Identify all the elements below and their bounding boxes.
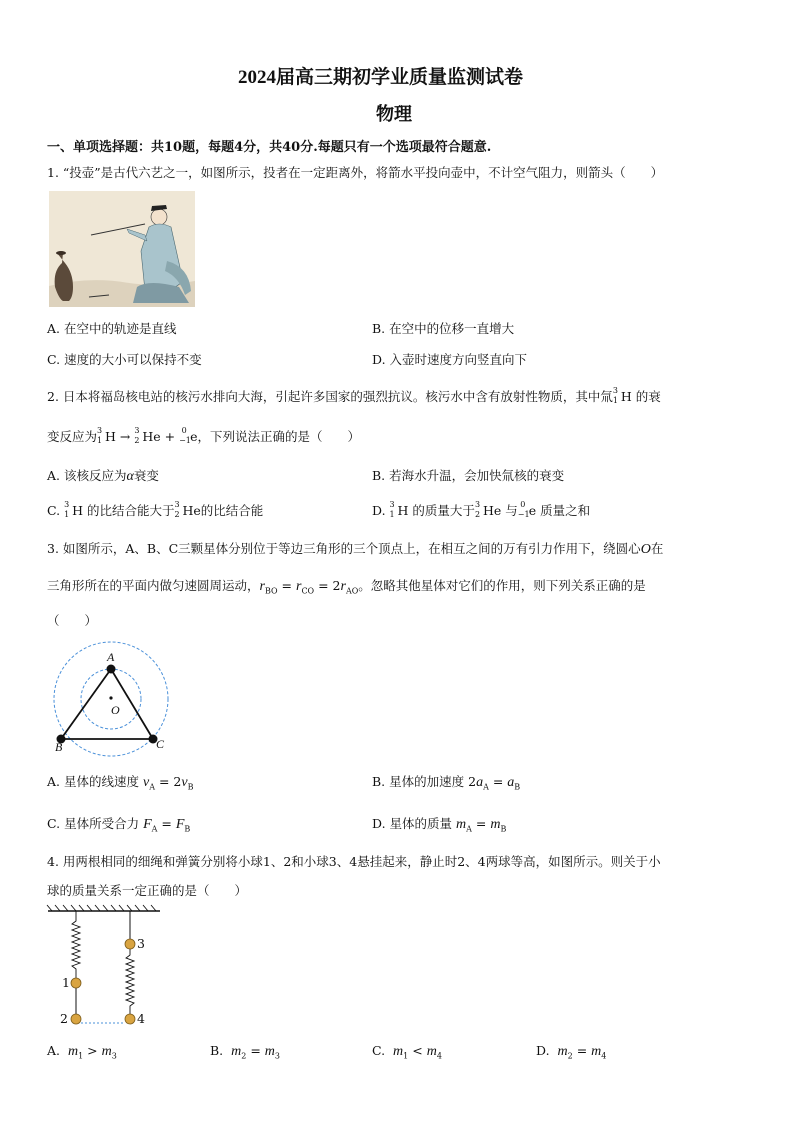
q3-stem-line2: 三角形所在的平面内做匀速圆周运动，$r_{BO} = r_{CO} = 2r_{AO}$。忽略其他星体对它们的作用，则下列关系正确的是 [47, 578, 646, 596]
q4-figure [46, 903, 162, 1027]
q4-option-a: A. $m_1 > m_3$ [47, 1043, 117, 1061]
q3-label-o: O [111, 703, 120, 717]
q2-option-b: B. 若海水升温，会加快氚核的衰变 [372, 468, 565, 483]
q3-label-a: A [107, 650, 115, 664]
q4-ball-label-2: 2 [60, 1011, 68, 1026]
section-heading: 一、单项选择题：共10题，每题4分，共40分.每题只有一个选项最符合题意. [47, 140, 492, 155]
q3-stem-line1: 3. 如图所示，A、B、C三颗星体分别位于等边三角形的三个顶点上，在相互之间的万有引力作用下，绕圆心O在 [47, 541, 664, 557]
q1-option-b: B. 在空中的位移一直增大 [372, 321, 515, 336]
q4-option-c: C. $m_1 < m_4$ [372, 1043, 442, 1061]
q4-ball-label-4: 4 [137, 1011, 145, 1026]
q4-ball-label-1: 1 [62, 975, 70, 990]
q3-label-c: C [156, 737, 165, 751]
q4-option-b: B. $m_2 = m_3$ [210, 1043, 280, 1061]
q1-option-c: C. 速度的大小可以保持不变 [47, 352, 202, 367]
q2-stem-line2: 变反应为 3 1 H → 3 2 He + 0 −1 e，下列说法正确的是（ ） [47, 426, 360, 445]
q2-option-a: A. 该核反应为α衰变 [47, 468, 159, 484]
q4-stem-line2: 球的质量关系一定正确的是（ ） [47, 883, 248, 898]
q3-option-b: B. 星体的加速度 $2a_A = a_B$ [372, 774, 521, 792]
q2-stem-line1: 2. 日本将福岛核电站的核污水排向大海，引起许多国家的强烈抗议。核污水中含有放射性物质，其中氚 3 1 H 的衰 [47, 386, 661, 405]
q4-stem-line1: 4. 用两根相同的细绳和弹簧分别将小球1、2和小球3、4悬挂起来，静止时2、4两球等高，如图所示。则关于小 [47, 854, 661, 869]
q3-option-d: D. 星体的质量 $m_A = m_B$ [372, 816, 507, 834]
q1-stem: 1. “投壶”是古代六艺之一，如图所示，投者在一定距离外，将箭水平投向壶中，不计空气阻力，则箭头（ ） [47, 165, 664, 180]
q3-label-b: B [55, 740, 63, 754]
q2-option-c: C. 3 1 H 的比结合能大于 3 2 He的比结合能 [47, 500, 264, 519]
q4-ball-label-3: 3 [137, 936, 145, 951]
subject-title: 物理 [376, 104, 412, 124]
q1-illustration [49, 191, 195, 307]
q3-stem-line3: （ ） [47, 613, 98, 628]
q4-option-d: D. $m_2 = m_4$ [536, 1043, 607, 1061]
q3-option-a: A. 星体的线速度 $v_A = 2v_B$ [47, 774, 194, 792]
q1-option-a: A. 在空中的轨迹是直线 [47, 321, 177, 336]
q2-option-d: D. 3 1 H 的质量大于 3 2 He 与 0 −1 e 质量之和 [372, 500, 591, 519]
q3-option-c: C. 星体所受合力 $F_A = F_B$ [47, 816, 191, 834]
q1-option-d: D. 入壶时速度方向竖直向下 [372, 352, 528, 367]
page-title: 2024届高三期初学业质量监测试卷 [238, 67, 524, 88]
